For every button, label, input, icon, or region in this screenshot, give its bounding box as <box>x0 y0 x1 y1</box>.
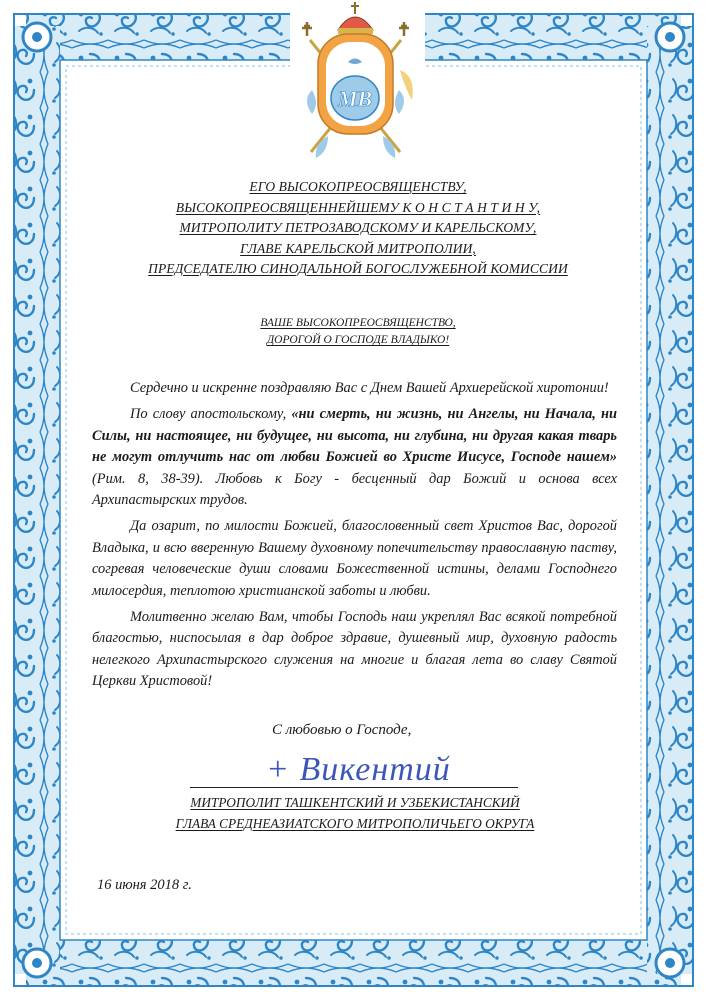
body-paragraph: Сердечно и искренне поздравляю Вас с Днем Вашей Архиерейской хиротонии! <box>130 380 609 396</box>
body-paragraph: Молитвенно желаю Вам, чтобы Господь наш укреплял Вас всякой потребной благостью, ниспосылая в дар доброе здравие, душевный мир, духовную радость нелегкого Архипастырского служения на многие и благая лета во славу Святой Церкви Христовой! <box>92 609 617 690</box>
addressee-line: ЕГО ВЫСОКОПРЕОСВЯЩЕНСТВУ, <box>249 179 467 194</box>
addressee-line: ВЫСОКОПРЕОСВЯЩЕННЕЙШЕМУ К О Н С Т А Н Т И Н У, <box>175 199 541 215</box>
addressee-block <box>100 177 616 280</box>
coat-of-arms-emblem <box>288 0 423 165</box>
paragraph-intro: По слову апостольскому, <box>130 406 292 423</box>
addressee-line: ПРЕДСЕДАТЕЛЮ СИНОДАЛЬНОЙ БОГОСЛУЖЕБНОЙ КОМИССИИ <box>148 261 568 276</box>
salutation-line: ВАШЕ ВЫСОКОПРЕОСВЯЩЕНСТВО, <box>260 317 456 329</box>
body-paragraph <box>92 404 617 511</box>
salutation <box>140 315 576 349</box>
signature-line <box>190 787 518 788</box>
addressee-line: ГЛАВЕ КАРЕЛЬСКОЙ МИТРОПОЛИИ, <box>240 240 476 256</box>
signature-text: + Викентий <box>266 751 451 788</box>
letter-date: 16 июня 2018 г. <box>97 877 192 893</box>
signatory-block <box>110 793 600 834</box>
mitre-icon <box>338 2 373 34</box>
letter-body <box>92 378 617 698</box>
emblem-monogram: МВ <box>337 86 373 111</box>
salutation-line: ДОРОГОЙ О ГОСПОДЕ ВЛАДЫКО! <box>266 334 450 346</box>
body-paragraph: Да озарит, по милости Божией, благословенный свет Христов Вас, дорогой Владыка, и всю вверенную Вашему духовному попечительству православную паству, согревая человеческие души словами Божественной истины, делами Господнего милосердия, теплотою христианской заботы и любви. <box>92 518 617 599</box>
paragraph-rest: (Рим. 8, 38-39). Любовь к Богу - бесценный дар Божий и основа всех Архипастырских трудов. <box>92 470 617 509</box>
closing-phrase: С любовью о Господе, <box>272 722 412 738</box>
addressee-line: МИТРОПОЛИТУ ПЕТРОЗАВОДСКОМУ И КАРЕЛЬСКОМУ, <box>179 220 537 235</box>
signatory-title: МИТРОПОЛИТ ТАШКЕНТСКИЙ И УЗБЕКИСТАНСКИЙ <box>190 795 520 810</box>
signatory-title: ГЛАВА СРЕДНЕАЗИАТСКОГО МИТРОПОЛИЧЬЕГО ОКРУГА <box>175 815 535 831</box>
scripture-quote: «ни смерть, ни жизнь, ни Ангелы, ни Начала, ни Силы, ни настоящее, ни будущее, ни высота, ни глубина, ни другая какая тварь не могут отлучить нас от любви Божией во Христе Иисусе, Господе нашем» <box>92 406 617 466</box>
handwritten-signature <box>262 744 462 792</box>
